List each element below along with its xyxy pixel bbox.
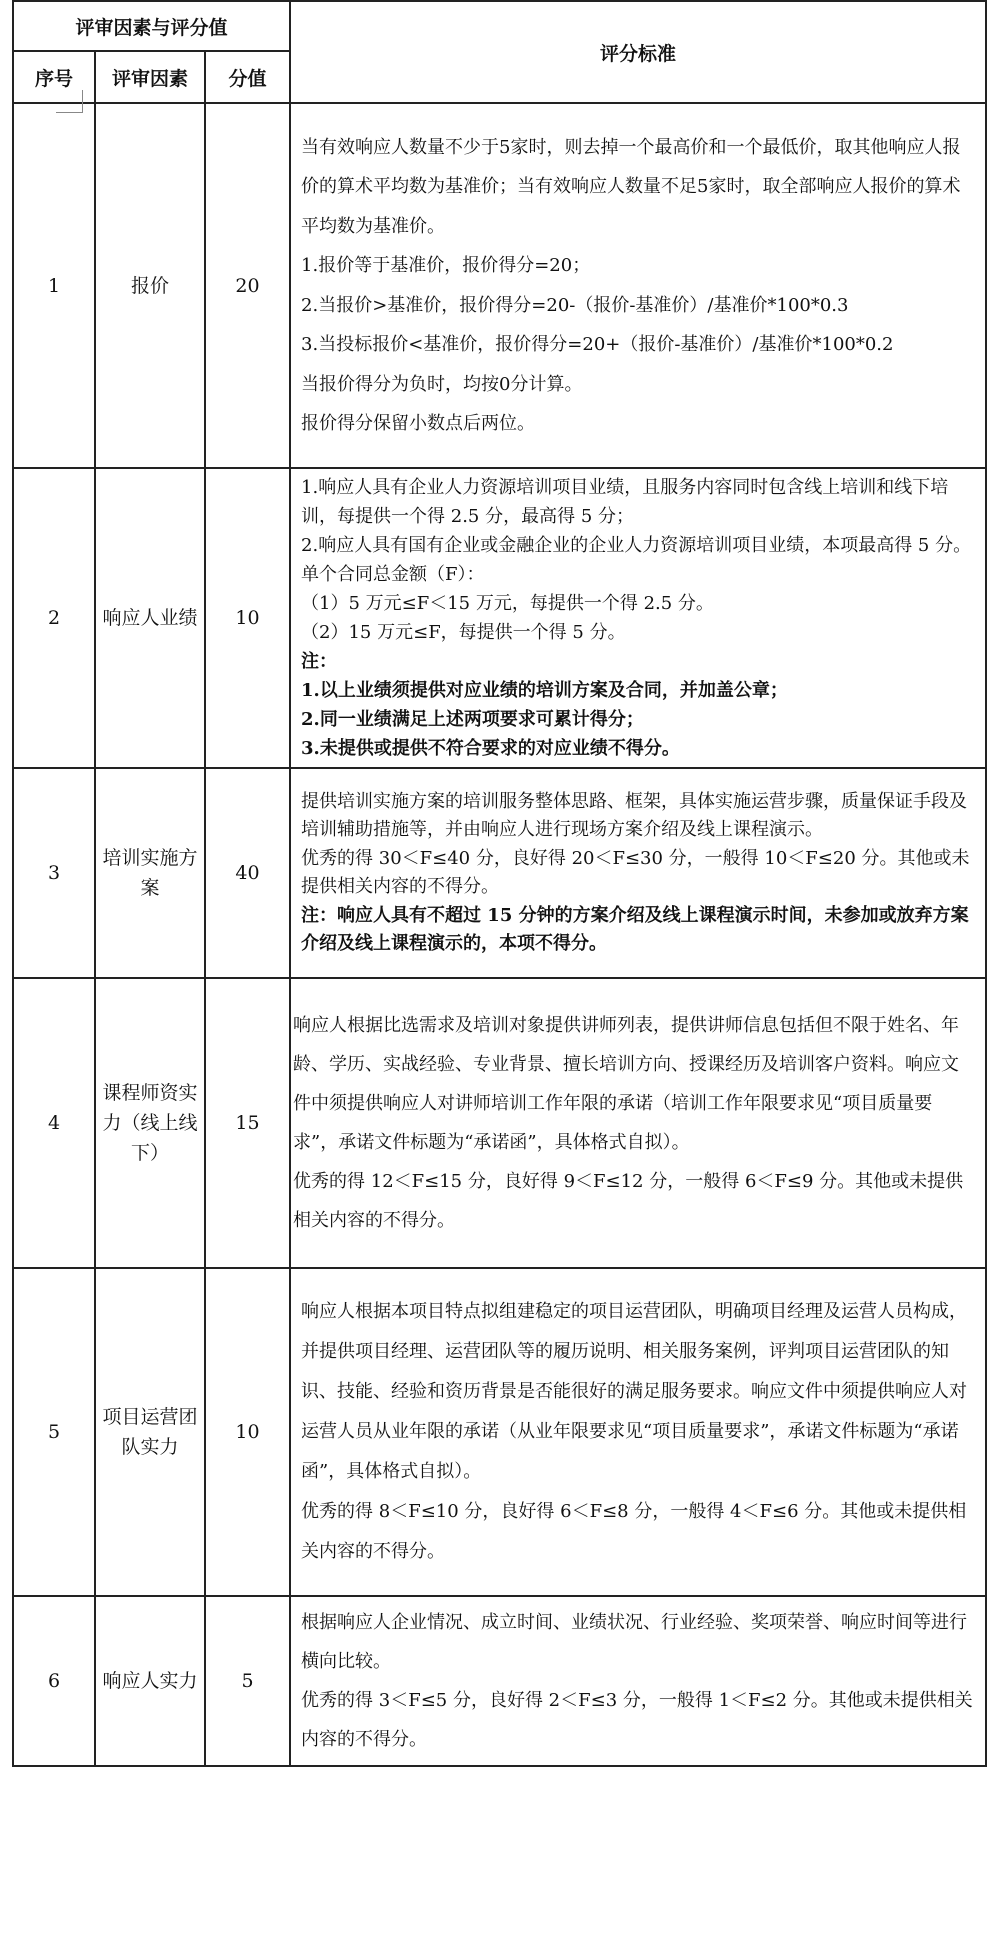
table-row <box>13 768 986 978</box>
standard-line: 2.响应人具有国有企业或金融企业的企业人力资源培训项目业绩，本项最高得 5 分。单个合同总金额（F）： <box>301 535 972 585</box>
row-standard <box>290 103 986 468</box>
standard-line: 优秀的得 3＜F≤5 分，良好得 2＜F≤3 分，一般得 1＜F≤2 分。其他或未提供相关内容的不得分。 <box>301 1690 973 1750</box>
row-score: 10 <box>205 468 290 768</box>
row-standard <box>290 468 986 768</box>
row-standard <box>290 1596 986 1766</box>
cell-corner-mark <box>56 90 83 113</box>
row-item: 课程师资实力（线上线下） <box>95 978 205 1268</box>
note-line: 1.以上业绩须提供对应业绩的培训方案及合同，并加盖公章； <box>301 680 788 701</box>
table-row <box>13 468 986 768</box>
row-score: 10 <box>205 1268 290 1596</box>
note-label: 注： <box>301 651 338 672</box>
row-number: 4 <box>13 978 95 1268</box>
standard-line: 当报价得分为负时，均按0分计算。 <box>301 373 583 395</box>
row-score: 40 <box>205 768 290 978</box>
row-item: 培训实施方案 <box>95 768 205 978</box>
row-standard <box>290 768 986 978</box>
table-row <box>13 1596 986 1766</box>
header-no: 序号 <box>13 51 95 103</box>
row-score: 5 <box>205 1596 290 1766</box>
standard-line: 报价得分保留小数点后两位。 <box>301 413 536 434</box>
table-row <box>13 978 986 1268</box>
standard-line: 优秀的得 30＜F≤40 分，良好得 20＜F≤30 分，一般得 10＜F≤20 分。其他或未提供相关内容的不得分。 <box>301 847 970 897</box>
header-score: 分值 <box>205 51 290 103</box>
row-number: 5 <box>13 1268 95 1596</box>
row-item: 响应人实力 <box>95 1596 205 1766</box>
row-number: 2 <box>13 468 95 768</box>
row-standard <box>290 978 986 1268</box>
row-standard <box>290 1268 986 1596</box>
table-row <box>13 1268 986 1596</box>
row-number: 6 <box>13 1596 95 1766</box>
standard-line: 优秀的得 8＜F≤10 分，良好得 6＜F≤8 分，一般得 4＜F≤6 分。其他或未提供相关内容的不得分。 <box>301 1501 967 1562</box>
row-number: 3 <box>13 768 95 978</box>
standard-line: 1.响应人具有企业人力资源培训项目业绩，且服务内容同时包含线上培训和线下培训，每提供一个得 2.5 分，最高得 5 分； <box>301 477 949 527</box>
note-line: 注：响应人具有不超过 15 分钟的方案介绍及线上课程演示时间，未参加或放弃方案介绍及线上课程演示的，本项不得分。 <box>301 904 969 954</box>
standard-line: 响应人根据本项目特点拟组建稳定的项目运营团队，明确项目经理及运营人员构成，并提供项目经理、运营团队等的履历说明、相关服务案例，评判项目运营团队的知识、技能、经验和资历背景是否能很好的满足服务要求。响应文件中须提供响应人对运营人员从业年限的承诺（从业年限要求见“项目质量要求”，承诺文件标题为“承诺函”，具体格式自拟）。 <box>301 1301 968 1482</box>
scoring-table <box>12 0 987 1767</box>
header-group-label: 评审因素与评分值 <box>13 1 290 51</box>
header-row-1 <box>13 1 986 51</box>
row-score: 20 <box>205 103 290 468</box>
standard-line: 当有效响应人数量不少于5家时，则去掉一个最高价和一个最低价，取其他响应人报价的算术平均数为基准价；当有效响应人数量不足5家时，取全部响应人报价的算术平均数为基准价。 <box>301 136 961 237</box>
standard-line: （2）15 万元≤F，每提供一个得 5 分。 <box>301 622 626 643</box>
standard-line: 优秀的得 12＜F≤15 分，良好得 9＜F≤12 分，一般得 6＜F≤9 分。其他或未提供相关内容的不得分。 <box>293 1171 964 1231</box>
standard-line: 提供培训实施方案的培训服务整体思路、框架，具体实施运营步骤，质量保证手段及培训辅助措施等，并由响应人进行现场方案介绍及线上课程演示。 <box>301 790 968 840</box>
note-line: 3.未提供或提供不符合要求的对应业绩不得分。 <box>301 738 680 759</box>
row-item: 响应人业绩 <box>95 468 205 768</box>
standard-line: （1）5 万元≤F＜15 万元，每提供一个得 2.5 分。 <box>301 593 714 614</box>
standard-line: 响应人根据比选需求及培训对象提供讲师列表，提供讲师信息包括但不限于姓名、年龄、学历、实战经验、专业背景、擅长培训方向、授课经历及培训客户资料。响应文件中须提供响应人对讲师培训工作年限的承诺（培训工作年限要求见“项目质量要求”，承诺文件标题为“承诺函”，具体格式自拟）。 <box>293 1015 960 1153</box>
standard-line: 3.当投标报价<基准价，报价得分=20+（报价-基准价）/基准价*100*0.2 <box>301 334 894 355</box>
header-item: 评审因素 <box>95 51 205 103</box>
standard-line: 2.当报价>基准价，报价得分=20-（报价-基准价）/基准价*100*0.3 <box>301 294 849 316</box>
header-standard: 评分标准 <box>290 1 986 103</box>
row-number: 1 <box>13 103 95 468</box>
scoring-document <box>12 0 987 1952</box>
row-item: 报价 <box>95 103 205 468</box>
standard-line: 根据响应人企业情况、成立时间、业绩状况、行业经验、奖项荣誉、响应时间等进行横向比较。 <box>301 1612 968 1672</box>
table-row <box>13 103 986 468</box>
row-item: 项目运营团队实力 <box>95 1268 205 1596</box>
standard-line: 1.报价等于基准价，报价得分=20； <box>301 255 591 276</box>
note-line: 2.同一业绩满足上述两项要求可累计得分； <box>301 709 644 730</box>
row-score: 15 <box>205 978 290 1268</box>
